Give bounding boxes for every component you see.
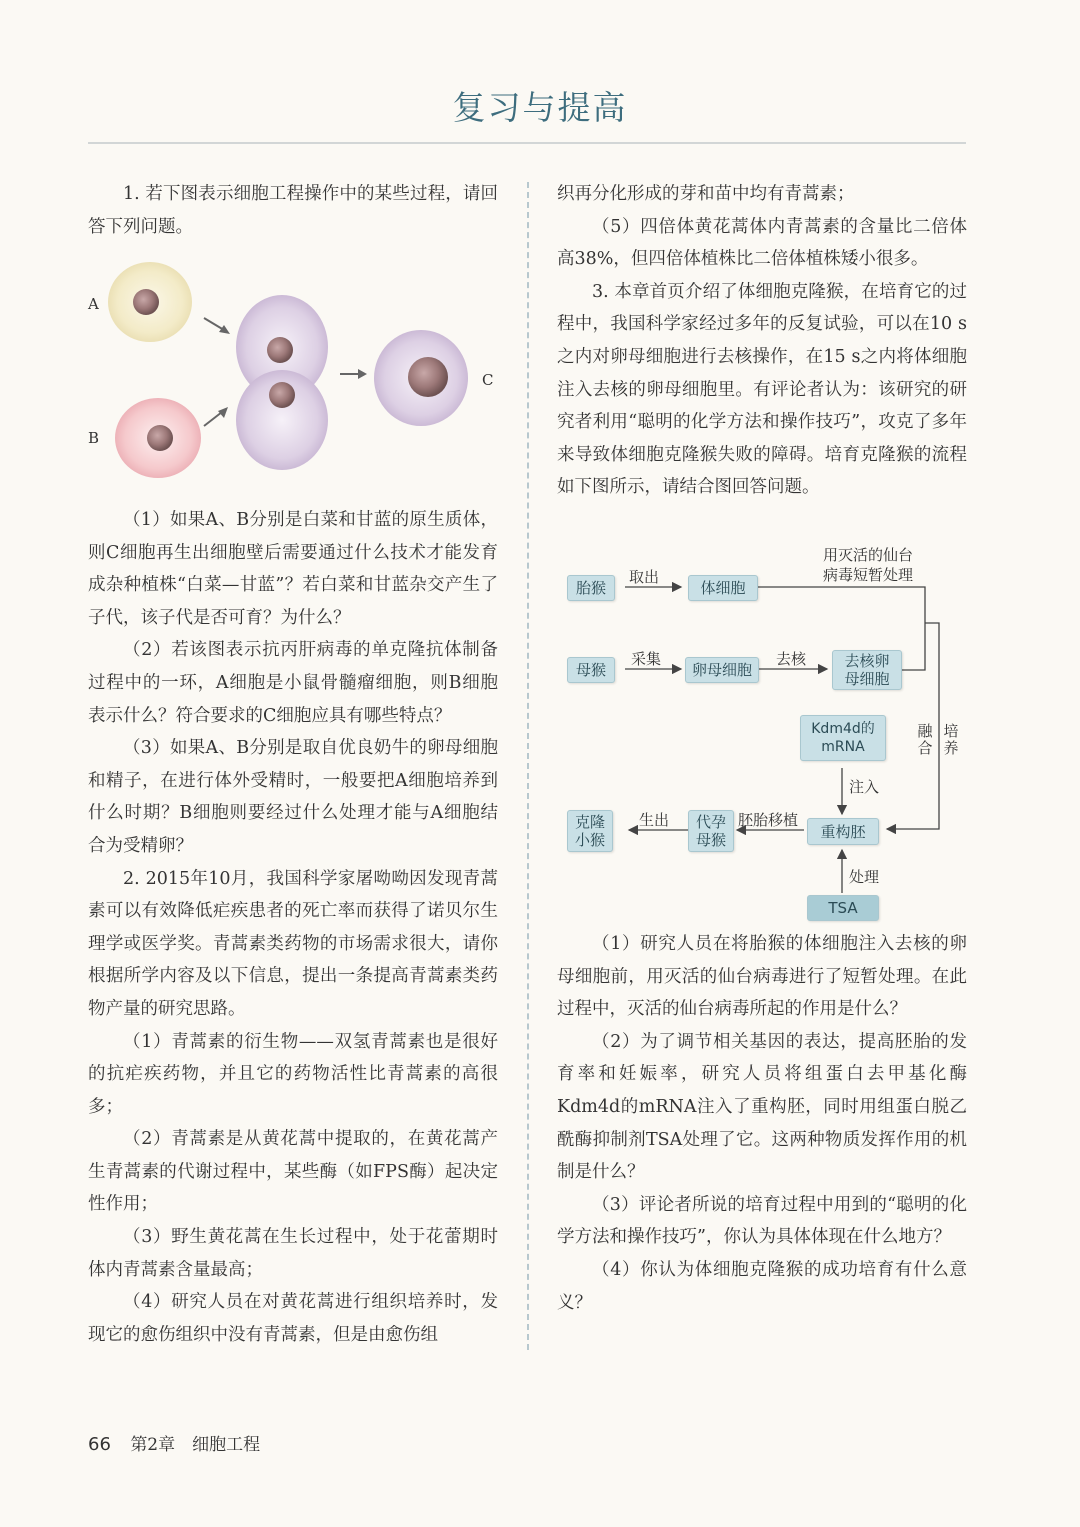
question-3-part-2: （2）为了调节相关基因的表达，提高胚胎的发育率和妊娠率，研究人员将组蛋白去甲基化酶Kdm4d的mRNA注入了重构胚，同时用组蛋白脱乙酰酶抑制剂TSA处理了它。这两种物质发挥作用的机制是什么？ (557, 1031, 967, 1183)
question-2-intro: 2. 2015年10月，我国科学家屠呦呦因发现青蒿素可以有效降低疟疾患者的死亡率而获得了诺贝尔生理学或医学奖。青蒿素类药物的市场需求很大，请你根据所学内容及以下信息，提出一条提高青蒿素类药物产量的研究思路。 (88, 868, 498, 1019)
page-number: 66 (88, 1434, 111, 1455)
label-treat: 处理 (849, 868, 880, 886)
question-1-part-1: （1）如果A、B分别是白菜和甘蓝的原生质体，则C细胞再生出细胞壁后需要通过什么技术才能发育成杂种植株“白菜—甘蓝”？若白菜和甘蓝杂交产生了子代，该子代是否可育？为什么？ (88, 510, 498, 628)
label-a: A (88, 295, 99, 313)
flowchart-arrows (557, 538, 977, 928)
node-surrogate-line-2: 母猴 (695, 831, 726, 849)
label-culture-char-2: 养 (943, 739, 959, 757)
cell-c (374, 330, 468, 426)
column-divider (527, 182, 529, 1350)
chapter-label: 第2章 细胞工程 (130, 1435, 261, 1455)
fusing-cells (236, 295, 328, 470)
question-1-part-3: （3）如果A、B分别是取自优良奶牛的卵母细胞和精子，在进行体外受精时，一般要把A细胞培养到什么时期？B细胞则要经过什么处理才能与A细胞结合为受精卵？ (88, 738, 498, 856)
label-b: B (88, 429, 100, 447)
label-virus-treatment-2: 病毒短暂处理 (823, 566, 914, 584)
question-3-part-1: （1）研究人员在将胎猴的体细胞注入去核的卵母细胞前，用灭活的仙台病毒进行了短暂处理。在此过程中，灭活的仙台病毒所起的作用是什么？ (557, 934, 967, 1020)
label-fuse-char-1: 融 (917, 722, 933, 740)
node-somatic-cell: 体细胞 (688, 575, 758, 601)
node-cloned-monkey (567, 810, 613, 852)
node-oocyte: 卵母细胞 (685, 657, 759, 683)
node-reconstructed-embryo: 重构胚 (807, 818, 879, 845)
question-2-info-2: （2）青蒿素是从黄花蒿中提取的，在黄花蒿产生青蒿素的代谢过程中，某些酶（如FPS酶）起决定性作用； (88, 1129, 498, 1215)
question-1-part-2: （2）若该图表示抗丙肝病毒的单克隆抗体制备过程中的一环，A细胞是小鼠骨髓瘤细胞，则B细胞表示什么？符合要求的C细胞应具有哪些特点？ (88, 640, 498, 726)
cell-b (115, 398, 201, 478)
node-kdm4d-line-2: mRNA (821, 739, 865, 755)
page-title: 复习与提高 (452, 88, 628, 127)
label-inject: 注入 (849, 778, 880, 796)
question-2-info-4-start: （4）研究人员在对黄花蒿进行组织培养时，发现它的愈伤组织中没有青蒿素，但是由愈伤组 (88, 1292, 498, 1345)
label-fuse (917, 723, 933, 757)
node-clone-line-1: 克隆 (574, 813, 605, 831)
question-3-part-4: （4）你认为体细胞克隆猴的成功培育有什么意义？ (557, 1259, 967, 1313)
node-enucleated-oocyte-line-2: 母细胞 (844, 670, 890, 688)
node-enucleated-oocyte-line-1: 去核卵 (844, 652, 890, 670)
cell-fusion-figure (80, 250, 510, 480)
question-2-info-3: （3）野生黄花蒿在生长过程中，处于花蕾期时体内青蒿素含量最高； (88, 1227, 498, 1280)
label-c: C (482, 371, 494, 389)
left-column-intro (88, 178, 498, 243)
label-take-out: 取出 (629, 568, 660, 586)
question-2-info-4-end: 织再分化形成的芽和苗中均有青蒿素； (557, 184, 855, 204)
node-kdm4d-line-1: Kdm4d的 (811, 721, 875, 737)
label-culture (943, 723, 959, 757)
label-virus-treatment-1: 用灭活的仙台 (823, 546, 914, 564)
label-born: 生出 (639, 811, 670, 829)
node-enucleated-oocyte (832, 650, 902, 690)
node-kdm4d-mrna (800, 715, 886, 761)
node-mother-monkey: 母猴 (567, 657, 615, 683)
node-fetal-monkey: 胎猴 (567, 575, 615, 601)
right-column-questions (557, 928, 967, 1319)
label-collect: 采集 (631, 650, 662, 668)
arrow-a-to-fusion (204, 318, 230, 334)
question-1-intro: 1. 若下图表示细胞工程操作中的某些过程，请回答下列问题。 (88, 184, 498, 237)
arrow-b-to-fusion (204, 407, 228, 426)
question-3-part-3: （3）评论者所说的培育过程中用到的“聪明的化学方法和操作技巧”，你认为具体体现在什么地方？ (557, 1194, 967, 1248)
arrow-fusion-to-c (340, 369, 367, 379)
label-culture-char-1: 培 (943, 722, 959, 740)
left-column-questions (88, 504, 498, 1351)
node-surrogate-line-1: 代孕 (695, 813, 726, 831)
label-embryo-transfer: 胚胎移植 (738, 811, 799, 829)
label-enucleate: 去核 (776, 650, 807, 668)
node-clone-line-2: 小猴 (574, 831, 605, 849)
cloning-flowchart (557, 538, 977, 928)
node-tsa: TSA (807, 895, 879, 921)
cell-a (108, 262, 192, 342)
node-surrogate-mother (688, 810, 734, 852)
question-2-info-1: （1）青蒿素的衍生物——双氢青蒿素也是很好的抗疟疾药物，并且它的药物活性比青蒿素的高很多； (88, 1031, 498, 1117)
question-2-info-5: （5）四倍体黄花蒿体内青蒿素的含量比二倍体高38%，但四倍体植株比二倍体植株矮小很多。 (557, 216, 967, 270)
page-footer (88, 1430, 260, 1455)
question-3-intro: 3. 本章首页介绍了体细胞克隆猴，在培育它的过程中，我国科学家经过多年的反复试验，可以在10 s之内对卵母细胞进行去核操作，在15 s之内将体细胞注入去核的卵母细胞里。有评论者认为：该研究的研究者利用“聪明的化学方法和操作技巧”，攻克了多年来导致体细胞克隆猴失败的障碍。培育克隆猴的流程如下图所示，请结合图回答问题。 (557, 281, 967, 498)
right-column-intro (557, 178, 967, 504)
label-fuse-char-2: 合 (917, 739, 933, 757)
title-divider (88, 142, 966, 144)
